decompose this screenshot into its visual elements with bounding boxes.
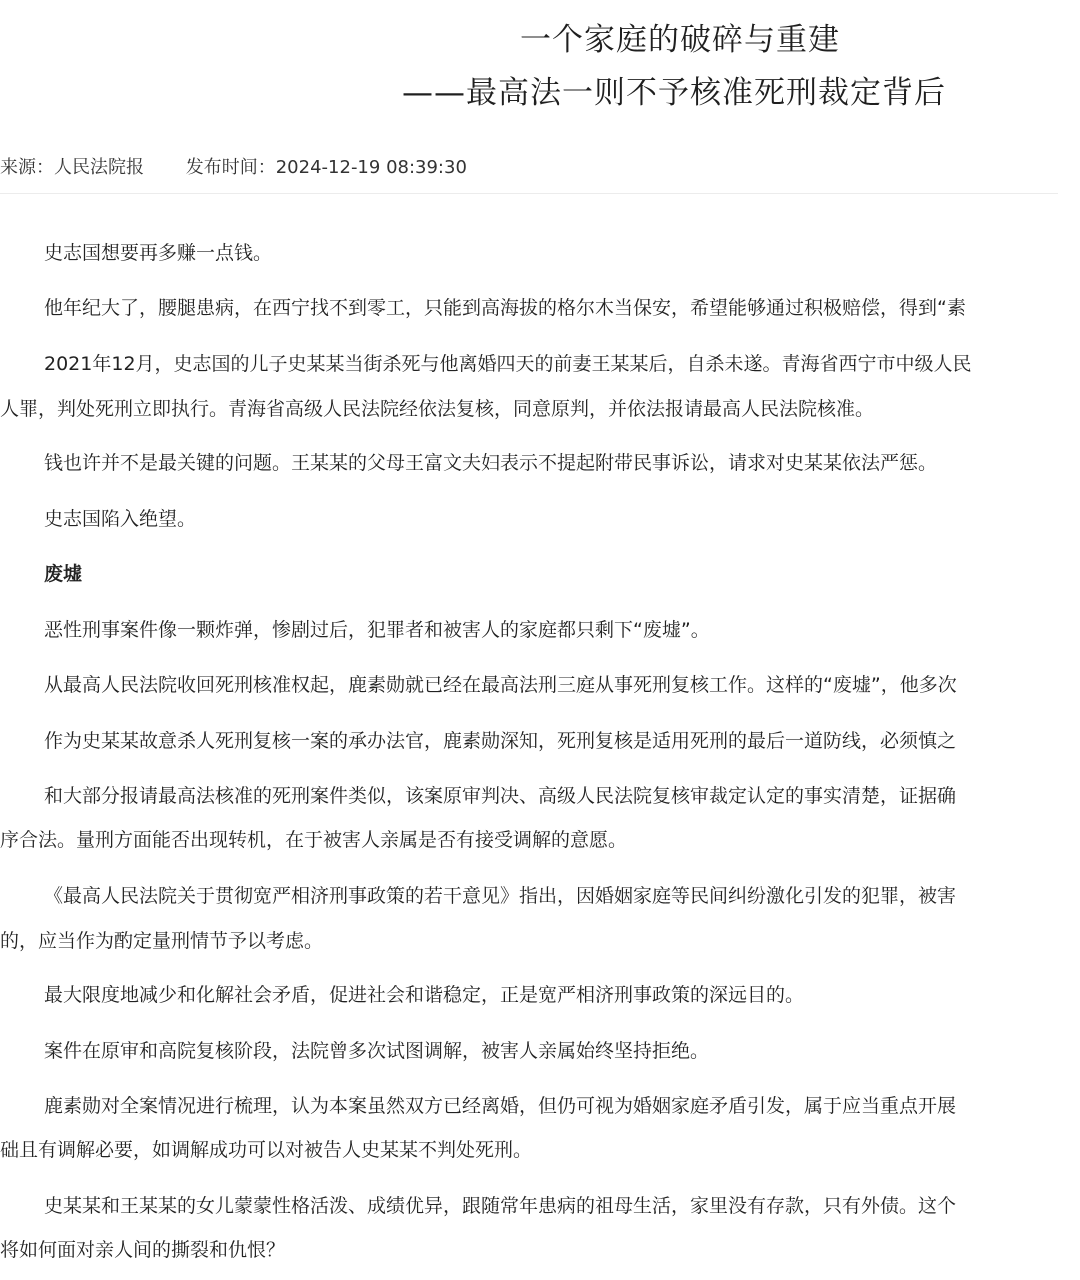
paragraph-line: 钱也许并不是最关键的问题。王某某的父母王富文夫妇表示不提起附带民事诉讼，请求对史某某依法严惩。: [44, 452, 938, 474]
article-source: 来源：人民法院报: [0, 157, 144, 178]
paragraph-line: 将如何面对亲人间的撕裂和仇恨？: [0, 1239, 286, 1261]
paragraph-line: 和大部分报请最高法核准的死刑案件类似，该案原审判决、高级人民法院复核审裁定认定的事实清楚，证据确: [44, 785, 957, 807]
paragraph-line: 《最高人民法院关于贯彻宽严相济刑事政策的若干意见》指出，因婚姻家庭等民间纠纷激化引发的犯罪，被害: [44, 885, 957, 907]
article-subtitle: ——最高法一则不予核准死刑裁定背后: [402, 75, 946, 111]
meta-divider: [0, 193, 1058, 194]
section-heading: 废墟: [44, 563, 83, 585]
paragraph-line: 序合法。量刑方面能否出现转机，在于被害人亲属是否有接受调解的意愿。: [0, 829, 628, 851]
article-title: 一个家庭的破碎与重建: [520, 22, 840, 58]
paragraph-line: 他年纪大了，腰腿患病，在西宁找不到零工，只能到高海拔的格尔木当保安，希望能够通过积极赔偿，得到“素: [44, 297, 966, 319]
article-publish-time: 发布时间：2024-12-19 08:39:30: [185, 157, 467, 178]
paragraph-line: 最大限度地减少和化解社会矛盾，促进社会和谐稳定，正是宽严相济刑事政策的深远目的。: [44, 984, 805, 1006]
paragraph-line: 础且有调解必要，如调解成功可以对被告人史某某不判处死刑。: [0, 1139, 533, 1161]
paragraph-line: 2021年12月，史志国的儿子史某某当街杀死与他离婚四天的前妻王某某后，自杀未遂。青海省西宁市中级人民: [44, 353, 972, 375]
article-meta: [0, 153, 467, 179]
paragraph-line: 史志国陷入绝望。: [44, 508, 197, 530]
paragraph-line: 人罪，判处死刑立即执行。青海省高级人民法院经依法复核，同意原判，并依法报请最高人民法院核准。: [0, 398, 875, 420]
paragraph-line: 案件在原审和高院复核阶段，法院曾多次试图调解，被害人亲属始终坚持拒绝。: [44, 1040, 710, 1062]
paragraph-line: 的，应当作为酌定量刑情节予以考虑。: [0, 930, 324, 952]
paragraph-line: 史某某和王某某的女儿蒙蒙性格活泼、成绩优异，跟随常年患病的祖母生活，家里没有存款，只有外债。这个: [44, 1195, 957, 1217]
paragraph-line: 鹿素勋对全案情况进行梳理，认为本案虽然双方已经离婚，但仍可视为婚姻家庭矛盾引发，属于应当重点开展: [44, 1095, 957, 1117]
paragraph-line: 史志国想要再多赚一点钱。: [44, 242, 273, 264]
paragraph-line: 从最高人民法院收回死刑核准权起，鹿素勋就已经在最高法刑三庭从事死刑复核工作。这样的“废墟”，他多次: [44, 674, 957, 696]
paragraph-line: 作为史某某故意杀人死刑复核一案的承办法官，鹿素勋深知，死刑复核是适用死刑的最后一道防线，必须慎之: [44, 730, 957, 752]
paragraph-line: 恶性刑事案件像一颗炸弹，惨剧过后，犯罪者和被害人的家庭都只剩下“废墟”。: [44, 619, 710, 641]
